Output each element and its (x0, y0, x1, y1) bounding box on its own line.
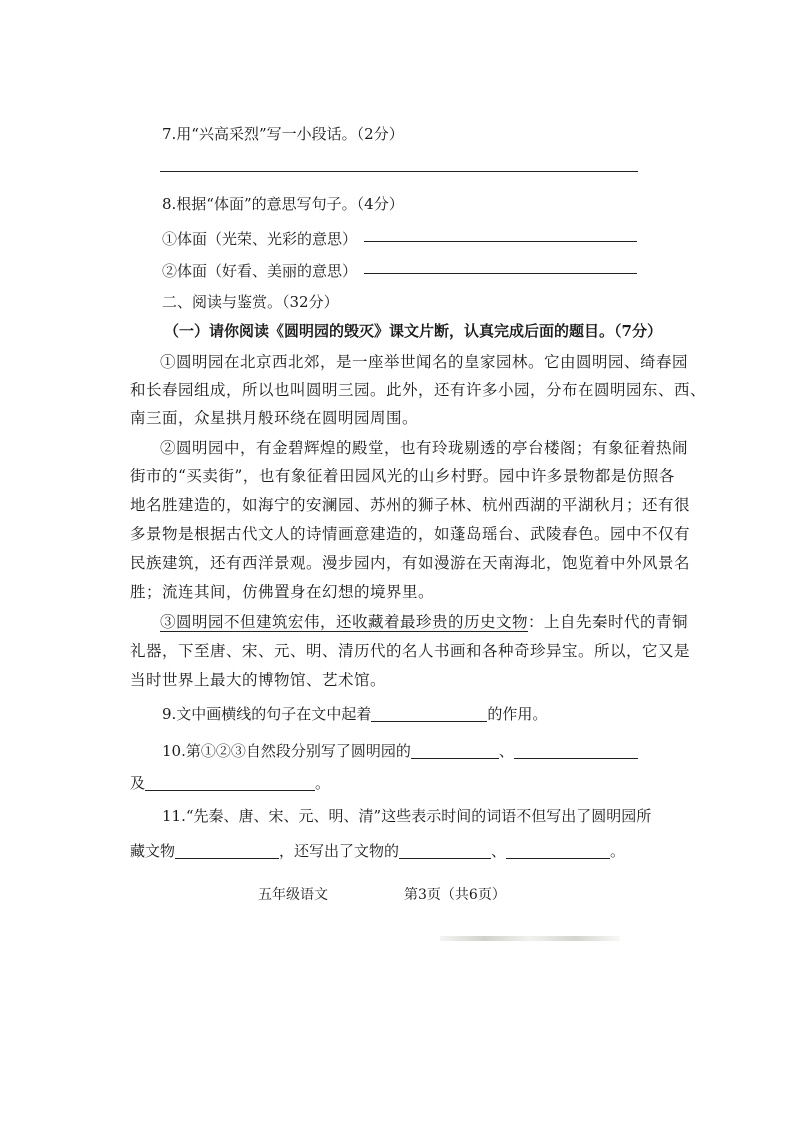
question-11: 11.“先秦、唐、宋、元、明、清”这些表示时间的词语不但写出了圆明园所 (162, 807, 652, 825)
question-8: 8.根据“体面”的意思写句子。（4分） (162, 195, 404, 213)
passage-line: 胜；流连其间，仿佛置身在幻想的境界里。 (130, 583, 435, 601)
answer-line-q8-1[interactable] (364, 241, 637, 242)
answer-blank-q10-1[interactable] (411, 742, 499, 759)
answer-blank-q10-3[interactable] (145, 774, 315, 791)
answer-blank-q11-2[interactable] (399, 842, 491, 859)
answer-blank-q11-1[interactable] (175, 842, 279, 859)
question-8-item-2: ②体面（好看、美丽的意思） (162, 262, 358, 280)
question-7: 7.用“兴高采烈”写一小段话。（2分） (162, 125, 404, 143)
answer-line-q8-2[interactable] (364, 273, 637, 274)
passage-line: 民族建筑，还有西洋景观。漫步园内，有如漫游在天南海北，饱览着中外风景名 (130, 554, 691, 572)
answer-blank-q11-3[interactable] (506, 842, 610, 859)
answer-blank-q9[interactable] (371, 705, 487, 722)
passage-line: 地名胜建造的，如海宁的安澜园、苏州的狮子林、杭州西湖的平湖秋月；还有很 (130, 496, 691, 514)
passage-line: 多景物是根据古代文人的诗情画意建造的，如蓬岛瑶台、武陵春色。园中不仅有 (130, 525, 691, 543)
footer-page-number: 第3页（共6页） (404, 887, 506, 903)
part-1-title: （一）请你阅读《圆明园的毁灭》课文片断，认真完成后面的题目。（7分） (164, 322, 662, 340)
section-2-title: 二、阅读与鉴赏。（32分） (162, 293, 339, 311)
question-10: 10.第①②③自然段分别写了圆明园的 、 (162, 740, 638, 761)
passage-line: ②圆明园中，有金碧辉煌的殿堂，也有玲珑剔透的亭台楼阁；有象征着热闹 (160, 439, 689, 457)
passage-line: 礼器，下至唐、宋、元、明、清历代的名人书画和各种奇珍异宝。所以，它又是 (130, 642, 691, 660)
question-10-line-2: 及 。 (130, 774, 331, 792)
passage-line: 和长春园组成，所以也叫圆明三园。此外，还有许多小园，分布在圆明园东、西、 (130, 381, 707, 399)
question-9: 9.文中画横线的句子在文中起着 的作用。 (162, 705, 548, 723)
passage-line: 南三面，众星拱月般环绕在圆明园周围。 (130, 409, 419, 427)
scan-smudge (440, 936, 620, 941)
answer-line-q7[interactable] (160, 171, 638, 172)
underlined-sentence: ③圆明园不但建筑宏伟，还收藏着最珍贵的历史文物 (160, 613, 529, 631)
passage-line: ①圆明园在北京西北郊，是一座举世闻名的皇家园林。它由圆明园、绮春园 (160, 353, 689, 371)
answer-blank-q10-2[interactable] (514, 742, 638, 759)
footer-subject: 五年级语文 (258, 887, 328, 903)
passage-line: 街市的“买卖街”，也有象征着田园风光的山乡村野。园中许多景物都是仿照各 (130, 467, 675, 485)
question-8-item-1: ①体面（光荣、光彩的意思） (162, 230, 358, 248)
question-11-line-2: 藏文物 ，还写出了文物的 、 。 (130, 842, 626, 860)
passage-line: ③圆明园不但建筑宏伟，还收藏着最珍贵的历史文物：上自先秦时代的青铜 (160, 613, 689, 631)
passage-line: 当时世界上最大的博物馆、艺术馆。 (130, 671, 387, 689)
